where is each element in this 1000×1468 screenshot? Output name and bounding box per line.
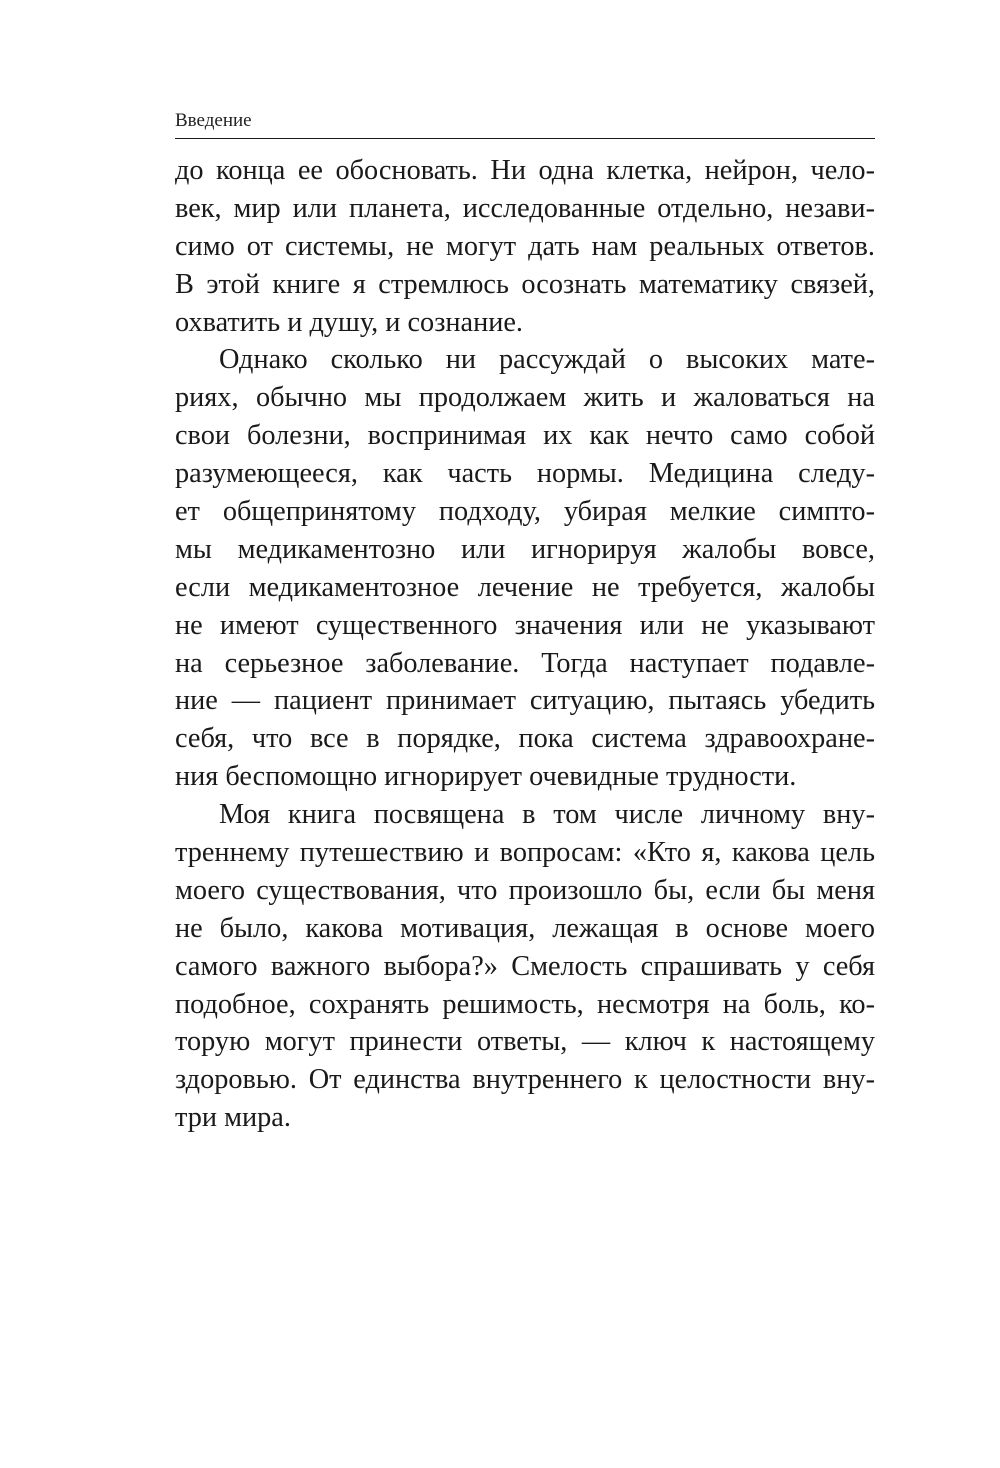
text-line: если медикаментозное лечение не требуется, жалобы: [175, 571, 875, 603]
text-line: В этой книге я стремлюсь осознать математику связей,: [175, 268, 875, 300]
text-line: Моя книга посвящена в том числе личному вну-: [219, 799, 875, 831]
text-line: торую могут принести ответы, — ключ к настоящему: [175, 1026, 875, 1058]
running-head-title: Введение: [175, 110, 252, 131]
text-line: охватить и душу, и сознание.: [175, 306, 524, 338]
text-line: не было, какова мотивация, лежащая в основе моего: [175, 912, 875, 944]
text-line: не имеют существенного значения или не указывают: [175, 609, 875, 641]
text-line: здоровью. От единства внутреннего к целостности вну-: [175, 1064, 875, 1096]
text-line: самого важного выбора?» Смелость спрашивать у себя: [175, 950, 875, 982]
text-line: Однако сколько ни рассуждай о высоких мате-: [219, 344, 875, 376]
text-line: ние — пациент принимает ситуацию, пытаясь убедить: [175, 685, 875, 717]
text-line: ния беспомощно игнорирует очевидные трудности.: [175, 761, 797, 793]
text-line: три мира.: [175, 1102, 291, 1134]
paragraph-2: [175, 341, 875, 796]
text-line: риях, обычно мы продолжаем жить и жаловаться на: [175, 382, 875, 414]
text-line: себя, что все в порядке, пока система здравоохране-: [175, 723, 875, 755]
text-line: до конца ее обосновать. Ни одна клетка, нейрон, чело-: [175, 155, 875, 186]
text-line: симо от системы, не могут дать нам реальных ответов.: [175, 230, 875, 262]
text-line: треннему путешествию и вопросам: «Кто я, какова цель: [175, 837, 875, 869]
text-line: разумеющееся, как часть нормы. Медицина следу-: [175, 458, 875, 490]
paragraph-3: [175, 796, 875, 1137]
text-line: моего существования, что произошло бы, если бы меня: [175, 874, 875, 906]
text-line: подобное, сохранять решимость, несмотря на боль, ко-: [175, 988, 875, 1020]
text-line: век, мир или планета, исследованные отдельно, незави-: [175, 192, 875, 224]
text-line: мы медикаментозно или игнорируя жалобы вовсе,: [175, 533, 875, 565]
paragraph-1: [175, 152, 875, 341]
header-rule: [175, 138, 875, 139]
body-text: [175, 152, 875, 1137]
text-line: ет общепринятому подходу, убирая мелкие симпто-: [175, 496, 875, 528]
text-line: на серьезное заболевание. Тогда наступает подавле-: [175, 647, 875, 679]
text-line: свои болезни, воспринимая их как нечто само собой: [175, 420, 875, 452]
